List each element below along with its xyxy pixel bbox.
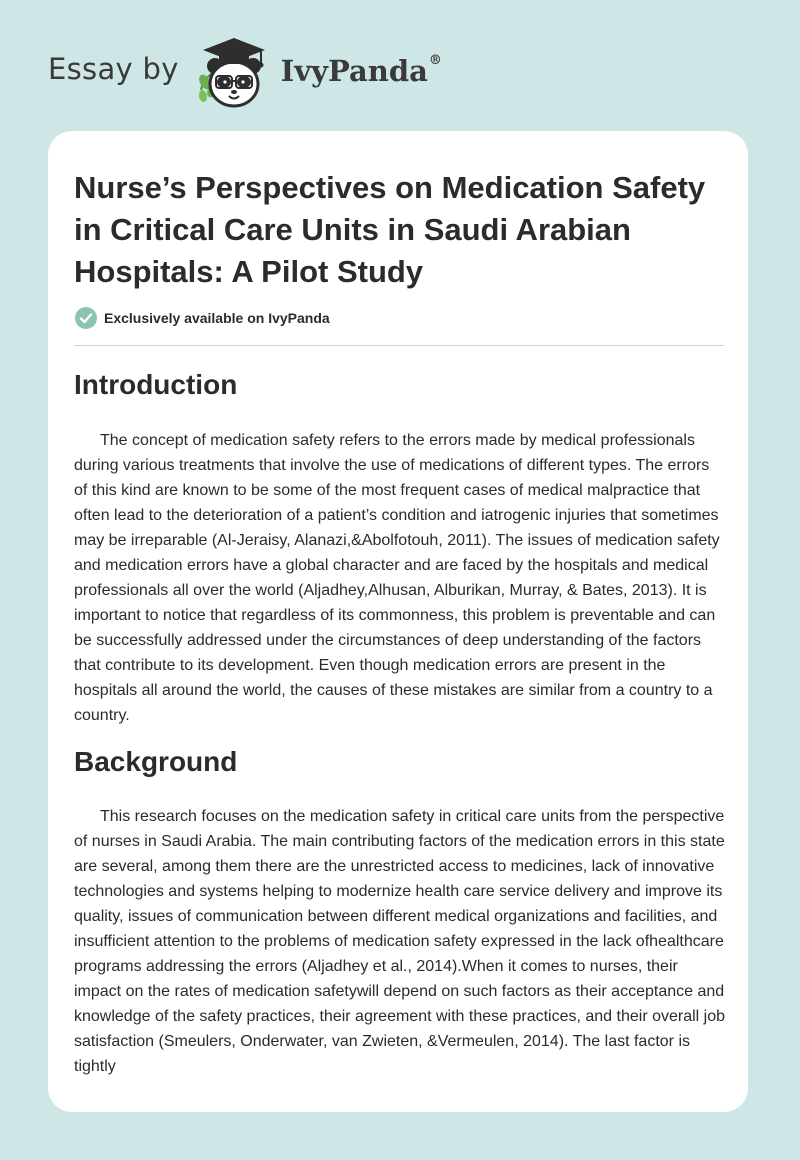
brand-text: IvyPanda xyxy=(280,54,428,88)
exclusive-badge xyxy=(74,306,330,330)
brand-name xyxy=(281,54,442,88)
paragraph-introduction: The concept of medication safety refers to the errors made by medical professionals during various treatments that involve the use of medications of different types. The errors of this kind are known to be some of the most frequent cases of medical malpractice that often lead to the deterioration of a patient’s condition and iatrogenic injuries that sometimes may be irreparable (Al-Jeraisy, Alanazi,&Abolfotouh, 2011). The issues of medication safety and medication errors have a global character and are faced by the hospitals and medical professionals all over the world (Aljadhey,Alhusan, Alburikan, Murray, & Bates, 2013). It is important to notice that regardless of its commonness, this problem is preventable and can be successfully addressed under the circumstances of deep understanding of the factors that contribute to its development. Even though medication errors are present in the hospitals all around the world, the causes of these mistakes are similar from a country to a country. xyxy=(74,432,720,724)
essay-by-label: Essay by xyxy=(48,52,179,86)
divider xyxy=(74,345,724,346)
panda-graduate-icon xyxy=(191,32,277,112)
essay-title: Nurse’s Perspectives on Medication Safety in Critical Care Units in Saudi Arabian Hospitals: A Pilot Study xyxy=(74,170,706,289)
exclusive-label: Exclusively available on IvyPanda xyxy=(104,310,330,326)
check-circle-icon xyxy=(74,306,98,330)
essay-card xyxy=(48,131,748,1112)
site-header xyxy=(48,32,442,112)
section-heading-introduction: Introduction xyxy=(74,369,238,400)
paragraph-background: This research focuses on the medication safety in critical care units from the perspective of nurses in Saudi Arabia. The main contributing factors of the medication errors in this state are several, among them there are the unrestricted access to medicines, lack of innovative technologies and systems helping to modernize health care service delivery and improve its quality, issues of communication between different medical organizations and facilities, and insufficient attention to the problems of medication safety expressed in the lack ofhealthcare programs addressing the errors (Aljadhey et al., 2014).When it comes to nurses, their impact on the rates of medication safetywill depend on such factors as their acceptance and knowledge of the safety practices, their agreement with these practices, and their overall job satisfaction (Smeulers, Onderwater, van Zwieten, &Vermeulen, 2014). The last factor is tightly xyxy=(74,808,726,1075)
section-heading-background: Background xyxy=(74,746,238,777)
registered-mark: ® xyxy=(428,53,442,69)
